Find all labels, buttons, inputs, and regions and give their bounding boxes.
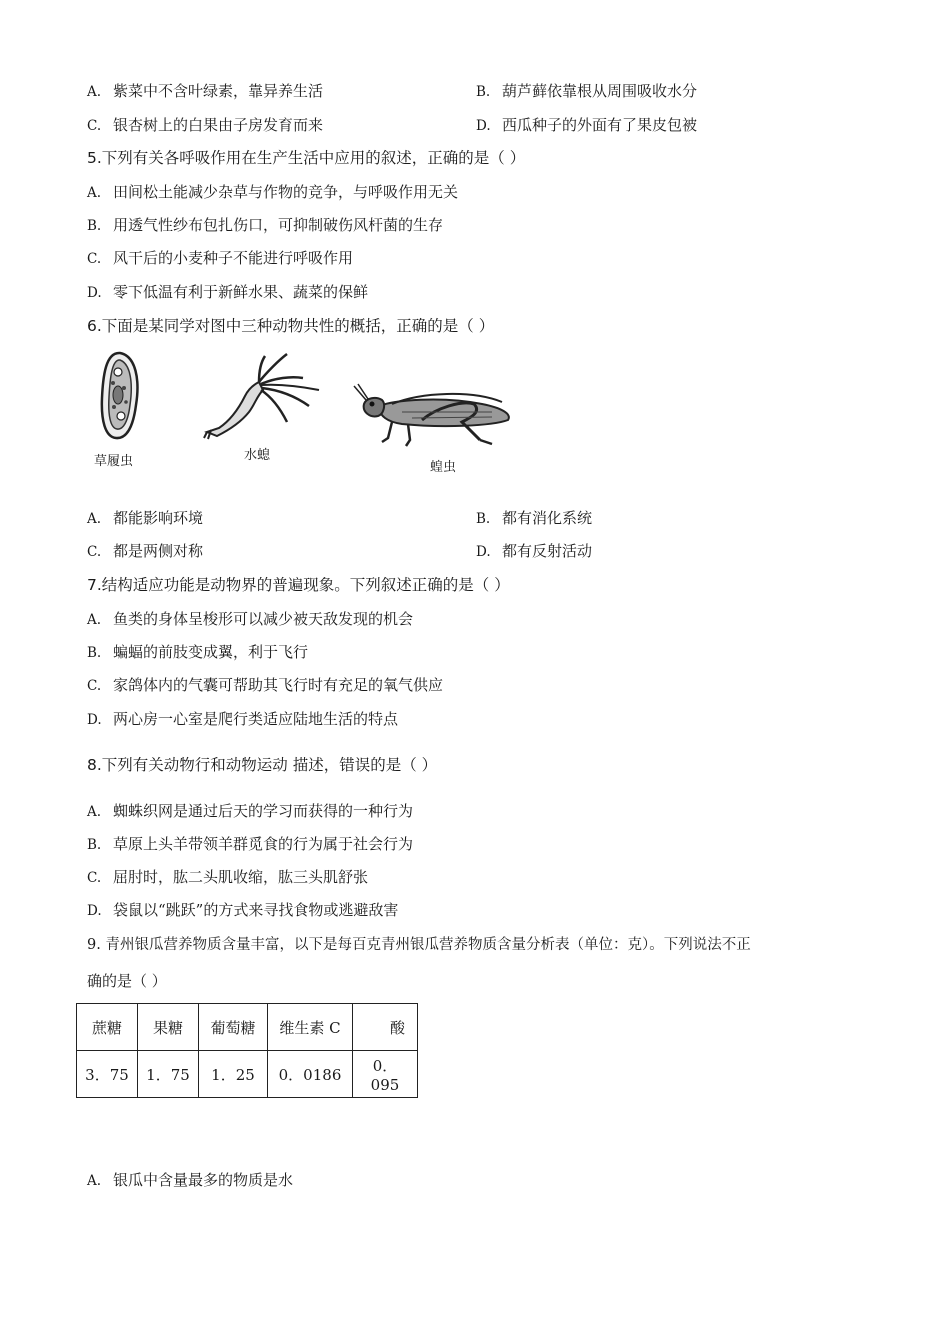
paramecium-drawing bbox=[96, 350, 144, 442]
option-text: 银瓜中含量最多的物质是水 bbox=[113, 1171, 294, 1189]
option-text: 袋鼠以“跳跃”的方式来寻找食物或逃避敌害 bbox=[113, 901, 399, 919]
q6-stem: 6.下面是某同学对图中三种动物共性的概括，正确的是（ ） bbox=[87, 317, 495, 335]
table-header-cell: 葡萄糖 bbox=[199, 1004, 268, 1051]
option-letter: D. bbox=[87, 903, 102, 919]
option-text: 都有反射活动 bbox=[502, 542, 593, 560]
option-letter: A. bbox=[87, 511, 102, 527]
locust-drawing bbox=[352, 382, 522, 452]
q5-option-a bbox=[87, 181, 458, 202]
nutrition-table bbox=[76, 1003, 418, 1098]
option-letter: C. bbox=[87, 544, 102, 560]
q4-option-c bbox=[87, 114, 323, 135]
option-letter: D. bbox=[87, 712, 102, 728]
hydra-label: 水螅 bbox=[244, 448, 271, 463]
table-cell: 0．095 bbox=[353, 1051, 418, 1098]
option-letter: C. bbox=[87, 870, 102, 886]
option-letter: D. bbox=[87, 285, 102, 301]
q7-option-c bbox=[87, 674, 443, 695]
q8-stem: 8.下列有关动物行和动物运动 描述，错误的是（ ） bbox=[87, 756, 438, 774]
option-text: 西瓜种子的外面有了果皮包被 bbox=[502, 116, 698, 134]
option-letter: A. bbox=[87, 84, 102, 100]
option-text: 蝙蝠的前肢变成翼，利于飞行 bbox=[113, 643, 309, 661]
hydra-drawing bbox=[199, 350, 329, 440]
option-letter: C. bbox=[87, 678, 102, 694]
q4-option-d bbox=[476, 114, 697, 135]
q6-option-c bbox=[87, 540, 203, 561]
table-header-cell: 维生素 C bbox=[268, 1004, 353, 1051]
q6-option-b bbox=[476, 507, 592, 528]
option-letter: B. bbox=[87, 645, 102, 661]
q5-stem: 5.下列有关各呼吸作用在生产生活中应用的叙述，正确的是（ ） bbox=[87, 149, 526, 167]
option-text: 屈肘时，肱二头肌收缩，肱三头肌舒张 bbox=[113, 868, 369, 886]
animals-illustration bbox=[84, 346, 524, 476]
q4-option-a bbox=[87, 80, 323, 101]
q4-option-b bbox=[476, 80, 697, 101]
table-header-cell: 蔗糖 bbox=[77, 1004, 138, 1051]
table-header-cell: 果糖 bbox=[138, 1004, 199, 1051]
table-cell: 1．75 bbox=[138, 1051, 199, 1098]
option-letter: D. bbox=[476, 118, 491, 134]
option-letter: B. bbox=[87, 837, 102, 853]
option-letter: A. bbox=[87, 1173, 102, 1189]
option-letter: B. bbox=[87, 218, 102, 234]
table-cell: 3．75 bbox=[77, 1051, 138, 1098]
option-text: 都是两侧对称 bbox=[113, 542, 204, 560]
option-text: 蜘蛛织网是通过后天的学习而获得的一种行为 bbox=[113, 802, 414, 820]
table-header-cell: 酸 bbox=[353, 1004, 418, 1051]
option-text: 都能影响环境 bbox=[113, 509, 204, 527]
option-letter: C. bbox=[87, 251, 102, 267]
q7-option-d bbox=[87, 708, 398, 729]
option-text: 紫菜中不含叶绿素，靠异养生活 bbox=[113, 82, 324, 100]
option-text: 葫芦藓依靠根从周围吸收水分 bbox=[502, 82, 698, 100]
q7-option-b bbox=[87, 641, 308, 662]
q7-stem: 7.结构适应功能是动物界的普遍现象。下列叙述正确的是（ ） bbox=[87, 576, 510, 594]
table-row bbox=[77, 1051, 418, 1098]
q5-option-b bbox=[87, 214, 443, 235]
q8-option-c bbox=[87, 866, 368, 887]
table-header-row bbox=[77, 1004, 418, 1051]
option-letter: D. bbox=[476, 544, 491, 560]
option-letter: B. bbox=[476, 84, 491, 100]
q8-option-b bbox=[87, 833, 413, 854]
option-text: 鱼类的身体呈梭形可以减少被天敌发现的机会 bbox=[113, 610, 414, 628]
option-text: 用透气性纱布包扎伤口，可抑制破伤风杆菌的生存 bbox=[113, 216, 444, 234]
q6-option-d bbox=[476, 540, 592, 561]
option-letter: A. bbox=[87, 185, 102, 201]
option-letter: B. bbox=[476, 511, 491, 527]
q8-option-d bbox=[87, 899, 398, 920]
table-cell: 1．25 bbox=[199, 1051, 268, 1098]
q9-stem-line2: 确的是（ ） bbox=[87, 972, 167, 990]
option-text: 两心房一心室是爬行类适应陆地生活的特点 bbox=[113, 710, 399, 728]
option-text: 银杏树上的白果由子房发育而来 bbox=[113, 116, 324, 134]
option-text: 风干后的小麦种子不能进行呼吸作用 bbox=[113, 249, 354, 267]
option-text: 田间松土能减少杂草与作物的竞争，与呼吸作用无关 bbox=[113, 183, 459, 201]
option-letter: A. bbox=[87, 612, 102, 628]
option-letter: C. bbox=[87, 118, 102, 134]
q8-option-a bbox=[87, 800, 413, 821]
option-text: 零下低温有利于新鲜水果、蔬菜的保鲜 bbox=[113, 283, 369, 301]
locust-label: 蝗虫 bbox=[430, 460, 457, 475]
q6-option-a bbox=[87, 507, 203, 528]
option-text: 草原上头羊带领羊群觅食的行为属于社会行为 bbox=[113, 835, 414, 853]
q9-stem-line1: 9. 青州银瓜营养物质含量丰富，以下是每百克青州银瓜营养物质含量分析表（单位：克）。下列说法不正 bbox=[87, 937, 751, 953]
option-text: 家鸽体内的气囊可帮助其飞行时有充足的氧气供应 bbox=[113, 676, 444, 694]
paramecium-label: 草履虫 bbox=[94, 454, 134, 469]
q5-option-c bbox=[87, 247, 353, 268]
q5-option-d bbox=[87, 281, 368, 302]
option-text: 都有消化系统 bbox=[502, 509, 593, 527]
q9-option-a bbox=[87, 1169, 293, 1190]
option-letter: A. bbox=[87, 804, 102, 820]
q7-option-a bbox=[87, 608, 413, 629]
table-cell: 0．0186 bbox=[268, 1051, 353, 1098]
